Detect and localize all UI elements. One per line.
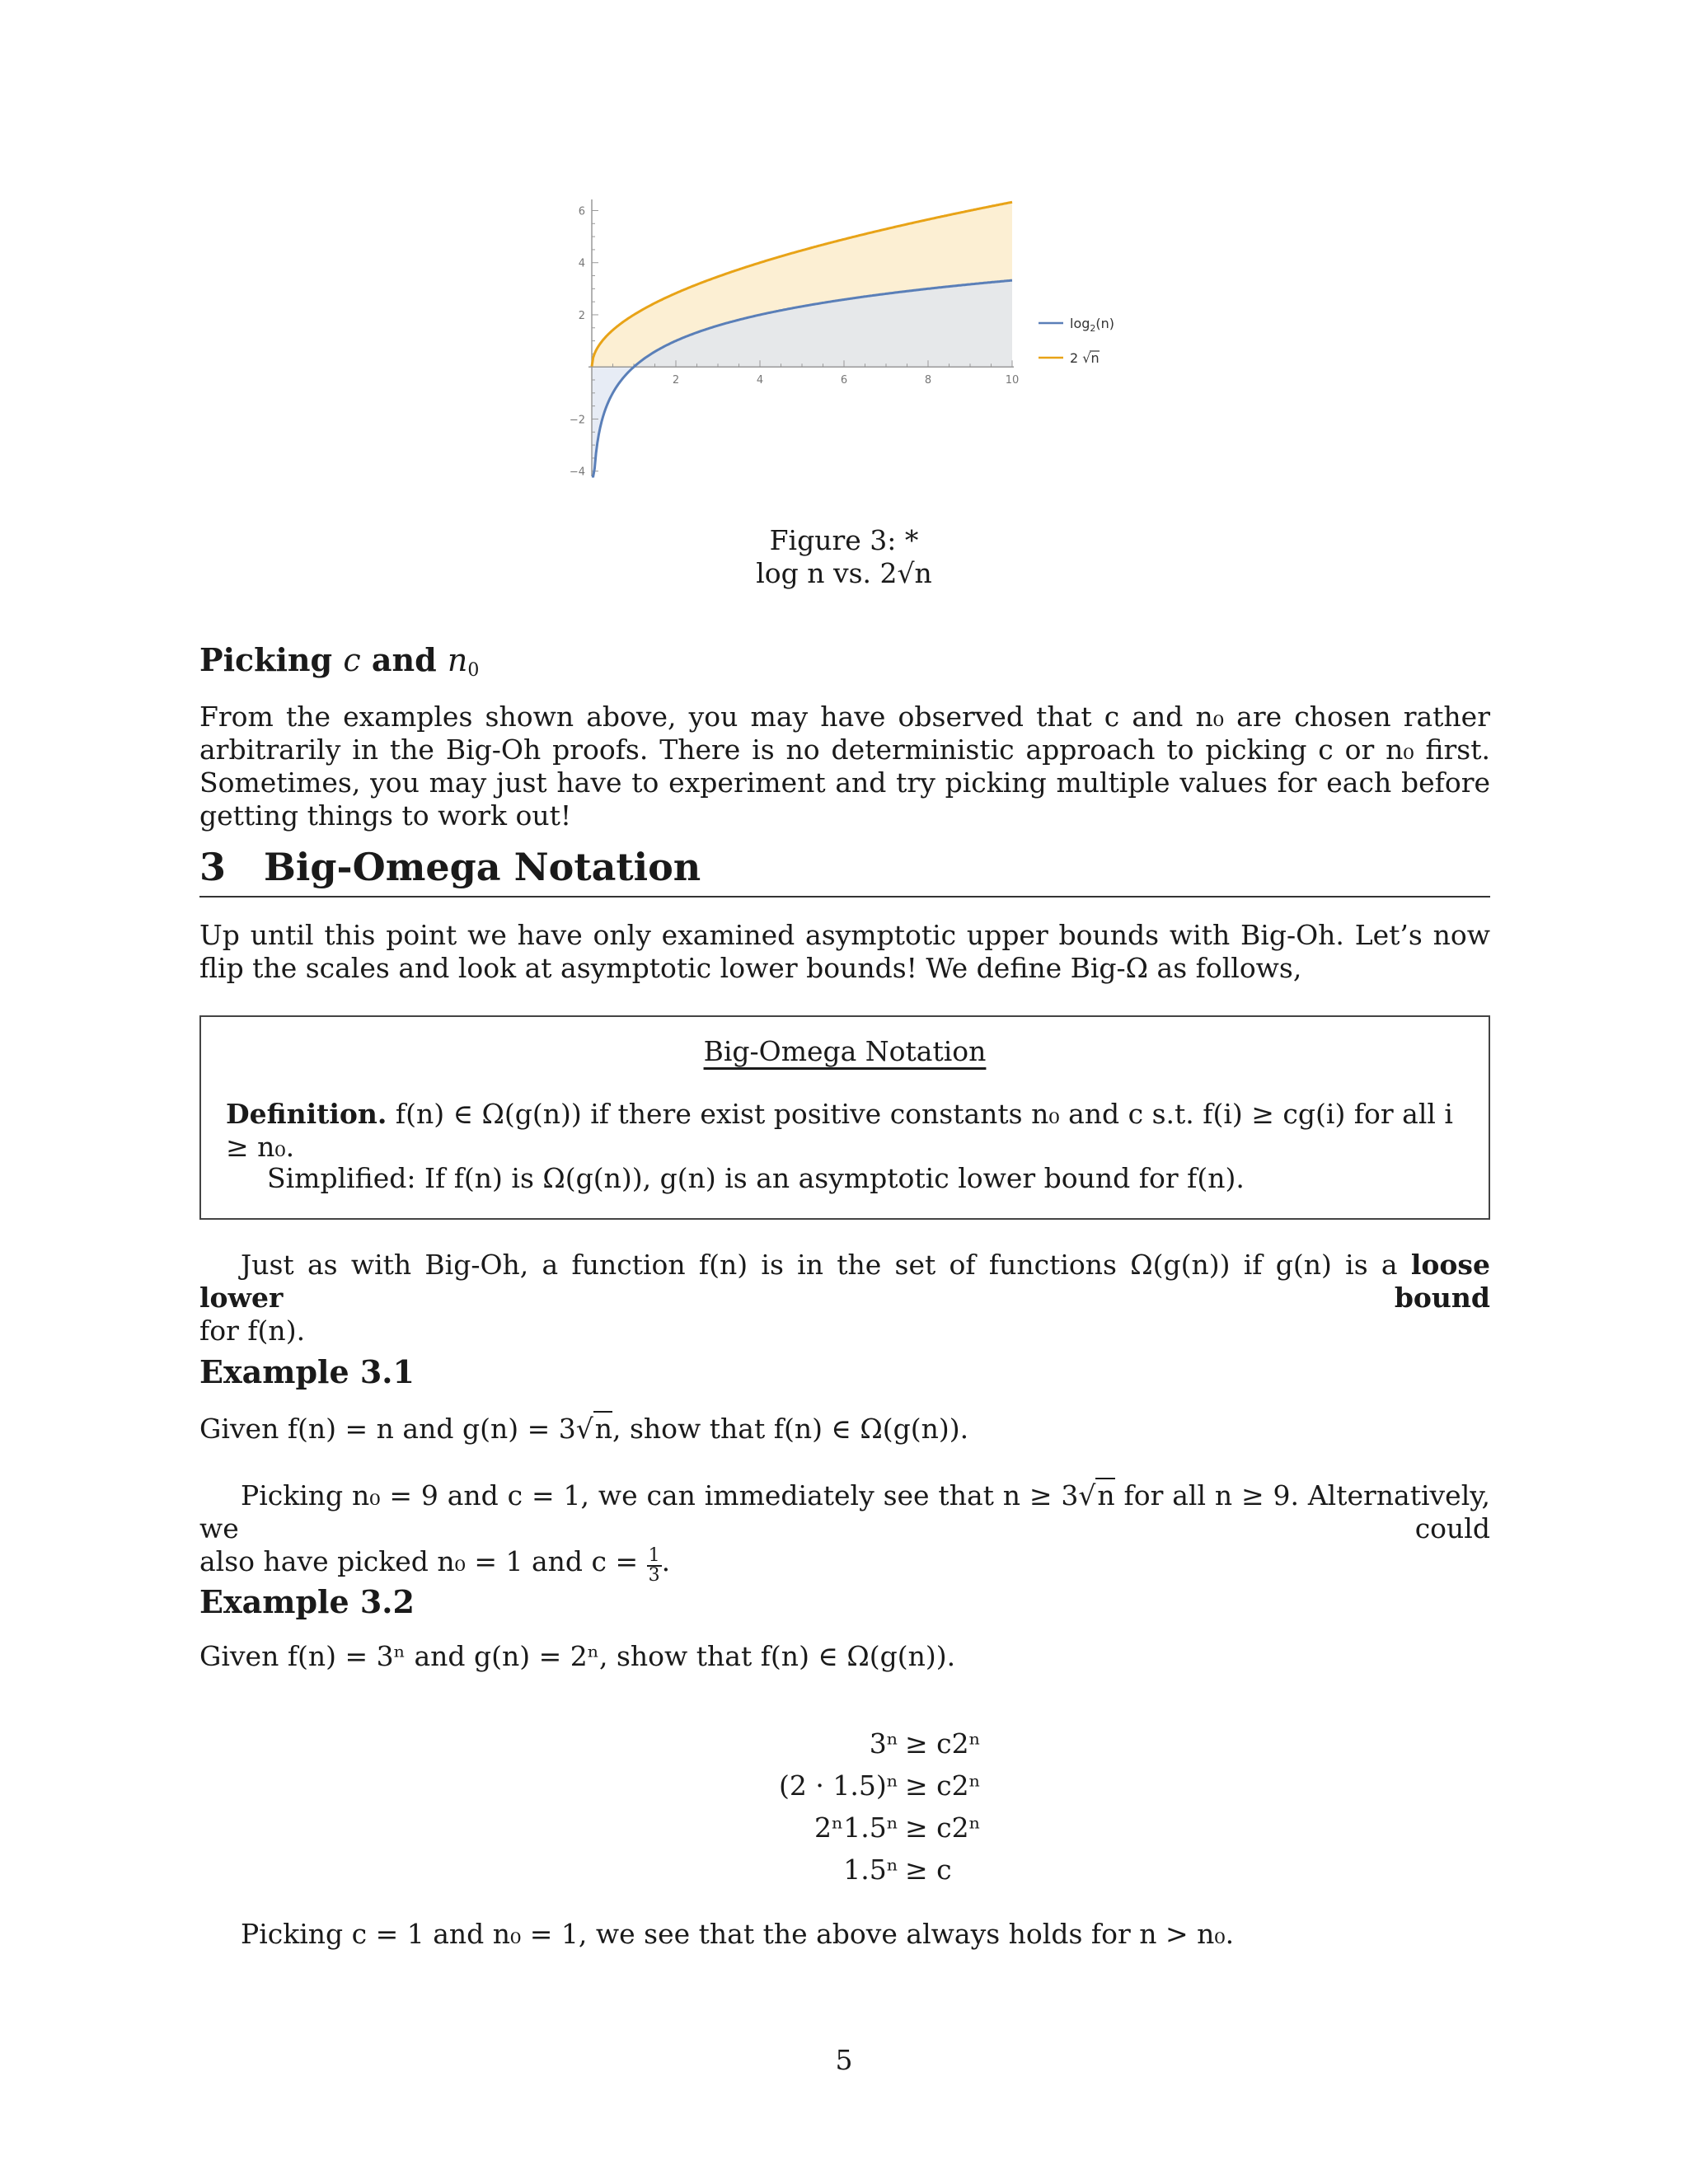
- y-tick-label: 4: [578, 257, 585, 270]
- figure-caption: [679, 524, 1009, 590]
- legend-label: 2 √n: [1070, 350, 1100, 366]
- example-3-2-conclusion: Picking c = 1 and n₀ = 1, we see that the above always holds for n > n₀.: [241, 1918, 1235, 1950]
- example-3-2-heading: Example 3.2: [199, 1583, 415, 1620]
- y-tick-label: 6: [578, 205, 585, 218]
- y-tick-label: −2: [569, 414, 585, 427]
- section-3-heading: [199, 845, 701, 889]
- equation-lhs: 3ⁿ: [869, 1727, 898, 1760]
- picking-heading: [199, 641, 479, 681]
- picking-heading-and: and: [360, 641, 448, 678]
- figure-3-chart: [544, 185, 1170, 490]
- x-tick-label: 8: [924, 374, 932, 387]
- ex31-p-end: .: [661, 1545, 671, 1577]
- ex31-given-sqrt: n: [594, 1413, 613, 1445]
- definition-label: Definition.: [226, 1098, 387, 1130]
- equation-row: [725, 1854, 952, 1886]
- equation-lhs: (2 · 1.5)ⁿ: [779, 1769, 898, 1802]
- y-tick-label: −4: [569, 466, 585, 479]
- equation-lhs: 1.5ⁿ: [843, 1854, 898, 1886]
- definition-text: f(n) ∈ Ω(g(n)) if there exist positive constants n₀ and c s.t. f(i) ≥ cg(i) for all i ≥ n₀.: [226, 1098, 1453, 1163]
- example-3-1-solution: Picking n₀ = 9 and c = 1, we can immediately see that n ≥ 3√n for all n ≥ 9. Alternatively, we could also have picked n₀ = 1 and c = $\frac{1}{3}$ .: [199, 1479, 1490, 1586]
- section-number: 3: [199, 845, 227, 889]
- equation-rhs: ≥ c2ⁿ: [905, 1727, 981, 1760]
- fraction-numerator: 1: [648, 1545, 660, 1566]
- figure-caption-line1: Figure 3: *: [769, 524, 919, 556]
- equation-row: [725, 1811, 981, 1844]
- x-tick-label: 2: [672, 374, 680, 387]
- loose-bold: loose lower bound: [199, 1249, 1490, 1314]
- section-rule: [199, 896, 1490, 898]
- x-tick-label: 4: [756, 374, 764, 387]
- picking-heading-sub: 0: [467, 660, 480, 681]
- x-tick-label: 6: [840, 374, 848, 387]
- example-3-1-given: Given f(n) = n and g(n) = 3√n, show that f(n) ∈ Ω(g(n)).: [199, 1413, 969, 1445]
- ex31-given-post: , show that f(n) ∈ Ω(g(n)).: [612, 1413, 969, 1445]
- x-tick-label: 10: [1005, 374, 1020, 387]
- ex31-p-post: for all n ≥ 9. Alternatively, we could: [199, 1479, 1490, 1544]
- figure-caption-line2: log n vs. 2√n: [756, 557, 932, 589]
- legend-label: $\log_2(n)$: [1070, 316, 1115, 334]
- ex31-p-sqrt: n: [1097, 1479, 1115, 1511]
- definition-box-title: Big-Omega Notation: [703, 1035, 987, 1067]
- equation-rhs: ≥ c2ⁿ: [905, 1811, 981, 1844]
- picking-heading-n: n: [447, 642, 468, 678]
- y-tick-label: 2: [578, 309, 585, 322]
- fraction-denominator: 3: [648, 1565, 660, 1586]
- picking-heading-pre: Picking: [199, 641, 344, 678]
- equation-row: [725, 1769, 981, 1802]
- equation-rhs: ≥ c: [905, 1854, 952, 1886]
- example-3-1-heading: Example 3.1: [199, 1353, 415, 1390]
- loose-pre: Just as with Big-Oh, a function f(n) is in the set of functions Ω(g(n)) if g(n) is a: [241, 1249, 1411, 1281]
- example-3-2-given: Given f(n) = 3ⁿ and g(n) = 2ⁿ, show that f(n) ∈ Ω(g(n)).: [199, 1640, 956, 1672]
- ex31-given-pre: Given f(n) = n and g(n) = 3: [199, 1413, 576, 1445]
- equation-lhs: 2ⁿ1.5ⁿ: [814, 1811, 898, 1844]
- section-title: Big-Omega Notation: [264, 845, 701, 889]
- loose-post: for f(n).: [199, 1315, 306, 1347]
- loose-bound-paragraph: [199, 1249, 1490, 1347]
- definition-line: [226, 1098, 1479, 1164]
- equation-row: [725, 1727, 981, 1760]
- definition-box: [199, 1015, 1490, 1220]
- ex31-p-pre: Picking n₀ = 9 and c = 1, we can immediately see that n ≥ 3: [241, 1479, 1079, 1511]
- ex31-p-line2: also have picked n₀ = 1 and c =: [199, 1545, 647, 1577]
- equation-rhs: ≥ c2ⁿ: [905, 1769, 981, 1802]
- fraction-one-third: [647, 1547, 662, 1585]
- section-3-intro: Up until this point we have only examined asymptotic upper bounds with Big-Oh. Let’s now flip the scales and look at asymptotic lower bounds! We define Big-Ω as follows,: [199, 919, 1490, 984]
- page-number: 5: [835, 2044, 853, 2076]
- simplified-line: Simplified: If f(n) is Ω(g(n)), g(n) is an asymptotic lower bound for f(n).: [267, 1162, 1245, 1194]
- picking-heading-c: c: [343, 642, 361, 678]
- picking-paragraph: From the examples shown above, you may have observed that c and n₀ are chosen rather arbitrarily in the Big-Oh proofs. There is no deterministic approach to picking c or n₀ first. Sometimes, you may just have to experiment and try picking multiple values for each before getting things to work out!: [199, 701, 1490, 832]
